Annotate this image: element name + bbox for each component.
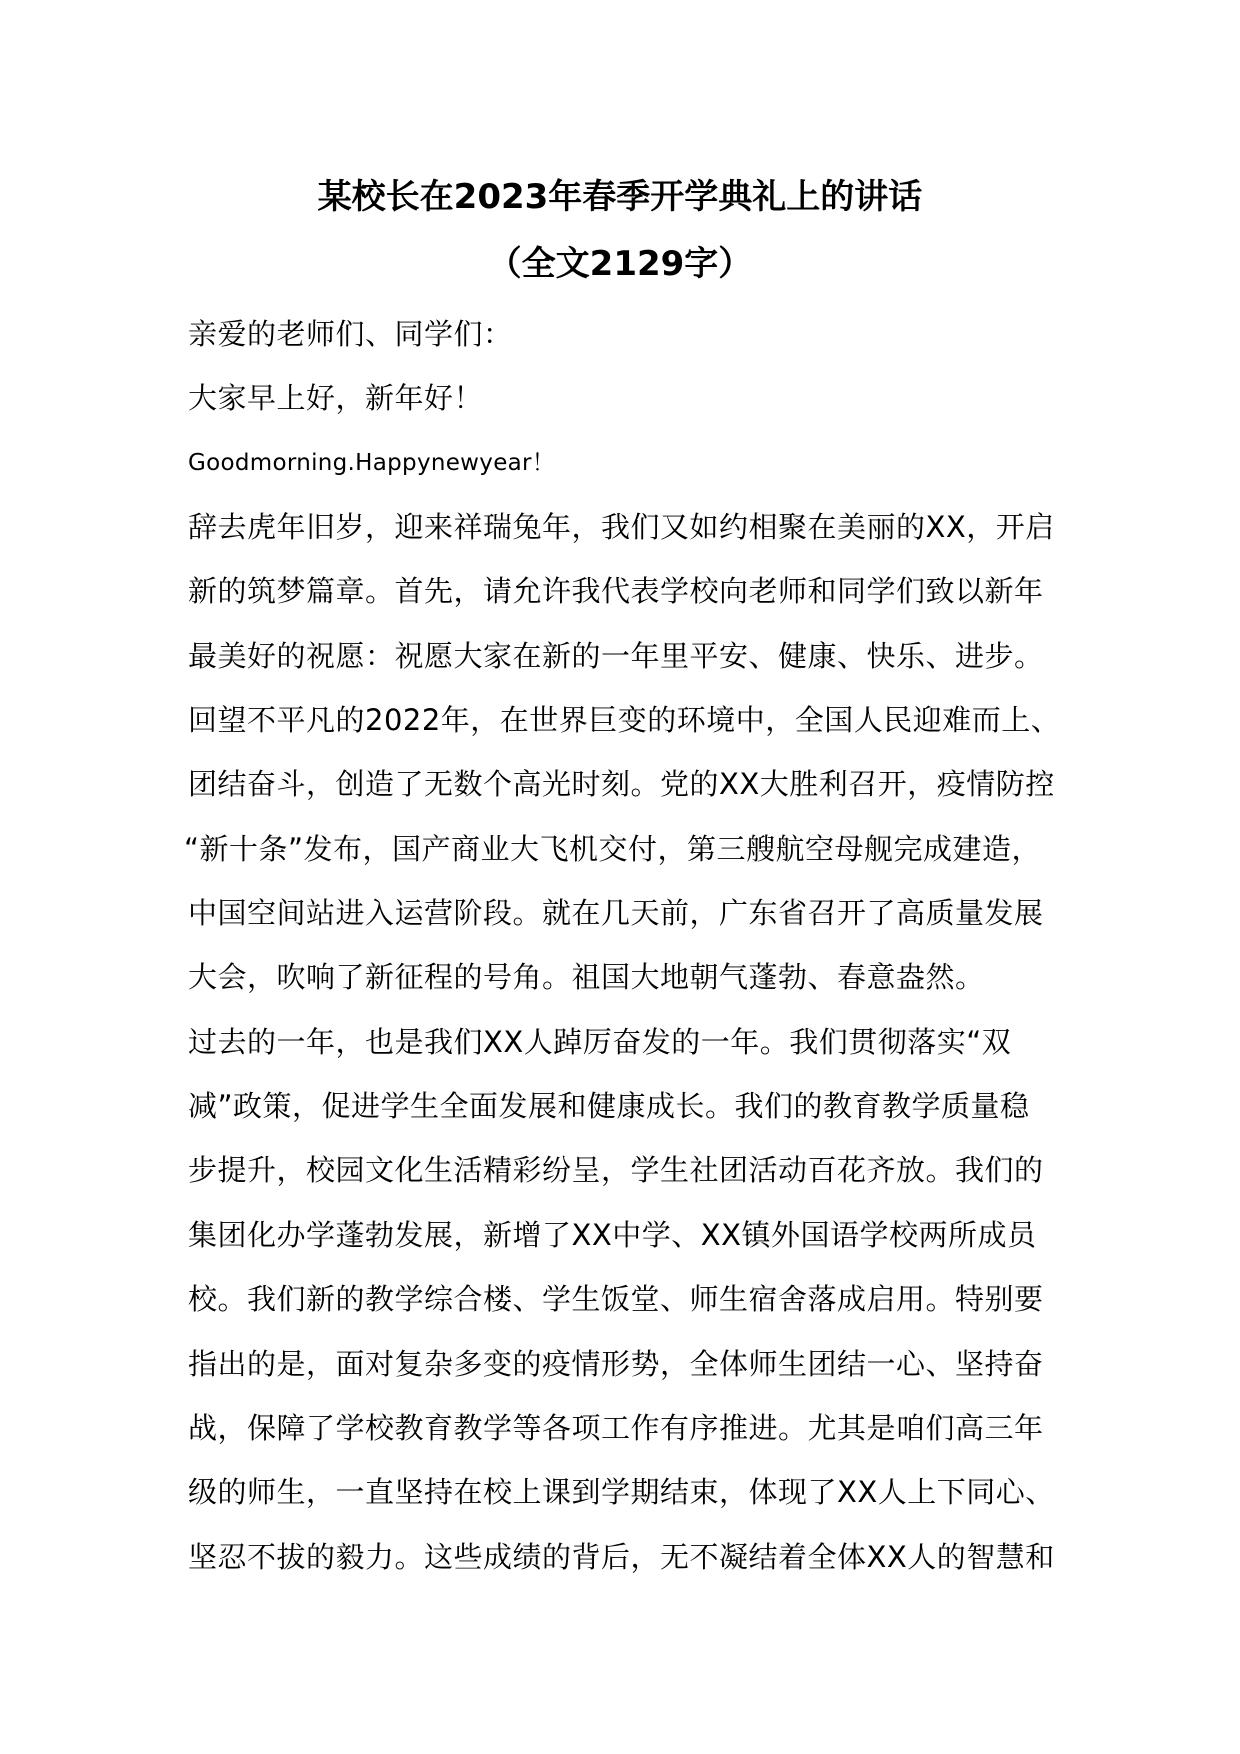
salutation-line: 亲爱的老师们、同学们： — [188, 317, 513, 351]
body-line: 战，保障了学校教育教学等各项工作有序推进。尤其是咱们高三年 — [188, 1410, 1044, 1445]
body-line: 中国空间站进入运营阶段。就在几天前，广东省召开了高质量发展 — [188, 896, 1044, 931]
english-greeting-line: Goodmorning.Happynewyear！ — [188, 449, 556, 476]
body-line: 回望不平凡的2022年，在世界巨变的环境中，全国人民迎难而上、 — [188, 703, 1061, 738]
body-line: 减”政策，促进学生全面发展和健康成长。我们的教育教学质量稳 — [188, 1089, 1030, 1124]
body-line: 集团化办学蓬勃发展，新增了XX中学、XX镇外国语学校两所成员 — [188, 1217, 1037, 1252]
greeting-line: 大家早上好，新年好！ — [188, 381, 484, 416]
body-line: 过去的一年，也是我们XX人踔厉奋发的一年。我们贯彻落实“双 — [188, 1024, 1012, 1059]
body-line: 辞去虎年旧岁，迎来祥瑞兔年，我们又如约相聚在美丽的XX，开启 — [188, 510, 1055, 545]
document-body — [184, 302, 1088, 1589]
body-line: 步提升，校园文化生活精彩纷呈，学生社团活动百花齐放。我们的 — [188, 1153, 1044, 1188]
body-line: 级的师生，一直坚持在校上课到学期结束，体现了XX人上下同心、 — [188, 1475, 1055, 1510]
body-line: 校。我们新的教学综合楼、学生饭堂、师生宿舍落成启用。特别要 — [188, 1282, 1044, 1317]
body-line: 大会，吹响了新征程的号角。祖国大地朝气蓬勃、春意盎然。 — [188, 960, 985, 995]
body-line: “新十条”发布，国产商业大飞机交付，第三艘航空母舰完成建造， — [184, 831, 1042, 866]
body-line: 新的筑梦篇章。首先，请允许我代表学校向老师和同学们致以新年 — [188, 574, 1044, 609]
document-subtitle: （全文2129字） — [487, 244, 753, 284]
body-line: 团结奋斗，创造了无数个高光时刻。党的XX大胜利召开，疫情防控 — [188, 767, 1055, 802]
body-line: 最美好的祝愿：祝愿大家在新的一年里平安、健康、快乐、进步。 — [188, 638, 1044, 673]
body-line: 指出的是，面对复杂多变的疫情形势，全体师生团结一心、坚持奋 — [188, 1346, 1044, 1381]
document-title: 某校长在2023年春季开学典礼上的讲话 — [317, 177, 923, 217]
body-line: 坚忍不拔的毅力。这些成绩的背后，无不凝结着全体XX人的智慧和 — [188, 1539, 1055, 1574]
